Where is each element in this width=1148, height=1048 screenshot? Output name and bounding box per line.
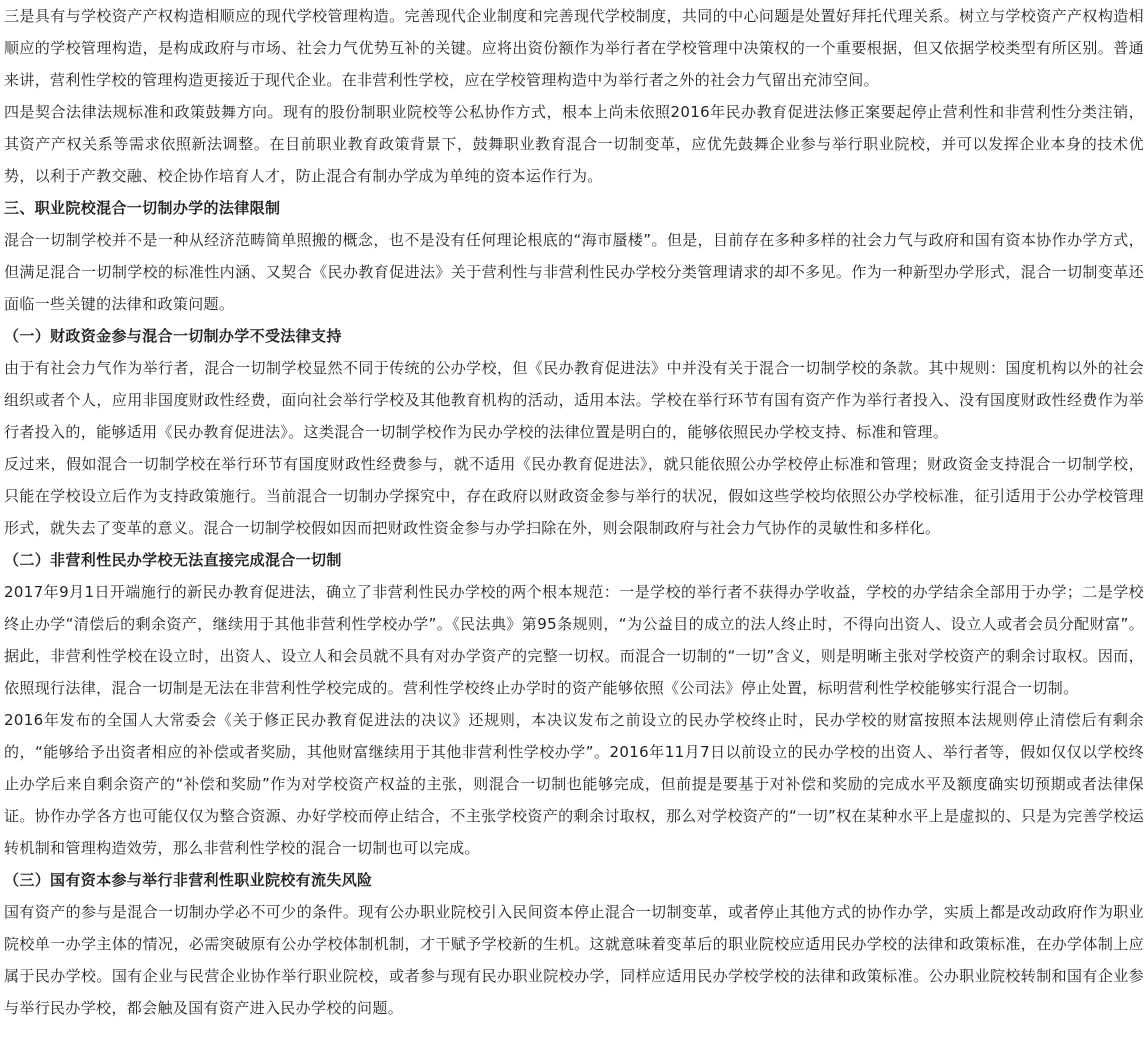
paragraph: 四是契合法律法规标准和政策鼓舞方向。现有的股份制职业院校等公私协作方式，根本上尚未依照2016年民办教育促进法修正案要起停止营利性和非营利性分类注销，其资产产权关系等需求依照新法调整。在目前职业教育政策背景下，鼓舞职业教育混合一切制变革，应优先鼓舞企业参与举行职业院校，并可以发挥企业本身的技术优势，以利于产教交融、校企协作培育人才，防止混合有制办学成为单纯的资本运作行为。 — [4, 103, 1144, 185]
subsection-heading: （三）国有资本参与举行非营利性职业院校有流失风险 — [4, 871, 373, 889]
paragraph: 2016年发布的全国人大常委会《关于修正民办教育促进法的决议》还规则，本决议发布之前设立的民办学校终止时，民办学校的财富按照本法规则停止清偿后有剩余的，“能够给予出资者相应的补偿或者奖励，其他财富继续用于其他非营利性学校办学”。2016年11月7日以前设立的民办学校的出资人、举行者等，假如仅仅以学校终止办学后来自剩余资产的“补偿和奖励”作为对学校资产权益的主张，则混合一切制也能够完成，但前提是要基于对补偿和奖励的完成水平及额度确实切预期或者法律保证。协作办学各方也可能仅仅为整合资源、办好学校而停止结合，不主张学校资产的剩余讨取权，那么对学校资产的“一切”权在某种水平上是虚拟的、只是为完善学校运转机制和管理构造效劳，那么非营利性学校的混合一切制也可以完成。 — [4, 711, 1144, 857]
paragraph: 混合一切制学校并不是一种从经济范畴简单照搬的概念，也不是没有任何理论根底的“海市蜃楼”。但是，目前存在多种多样的社会力气与政府和国有资本协作办学方式，但满足混合一切制学校的标准性内涵、又契合《民办教育促进法》关于营利性与非营利性民办学校分类管理请求的却不多见。作为一种新型办学形式，混合一切制变革还面临一些关键的法律和政策问题。 — [4, 231, 1144, 313]
section-heading: 三、职业院校混合一切制办学的法律限制 — [4, 199, 281, 217]
subsection-heading: （二）非营利性民办学校无法直接完成混合一切制 — [4, 551, 342, 569]
subsection-heading: （一）财政资金参与混合一切制办学不受法律支持 — [4, 327, 342, 345]
paragraph: 由于有社会力气作为举行者，混合一切制学校显然不同于传统的公办学校，但《民办教育促进法》中并没有关于混合一切制学校的条款。其中规则：国度机构以外的社会组织或者个人，应用非国度财政性经费，面向社会举行学校及其他教育机构的活动，适用本法。学校在举行环节有国有资产作为举行者投入、没有国度财政性经费作为举行者投入的，能够适用《民办教育促进法》。这类混合一切制学校作为民办学校的法律位置是明白的，能够依照民办学校支持、标准和管理。 — [4, 359, 1144, 441]
paragraph: 反过来，假如混合一切制学校在举行环节有国度财政性经费参与，就不适用《民办教育促进法》，就只能依照公办学校停止标准和管理；财政资金支持混合一切制学校，只能在学校设立后作为支持政策施行。当前混合一切制办学探究中，存在政府以财政资金参与举行的状况，假如这些学校均依照公办学校标准，征引适用于公办学校管理形式，就失去了变革的意义。混合一切制学校假如因而把财政性资金参与办学扫除在外，则会限制政府与社会力气协作的灵敏性和多样化。 — [4, 455, 1144, 537]
paragraph: 2017年9月1日开端施行的新民办教育促进法，确立了非营利性民办学校的两个根本规范：一是学校的举行者不获得办学收益，学校的办学结余全部用于办学；二是学校终止办学“清偿后的剩余资产，继续用于其他非营利性学校办学”。《民法典》第95条规则，“为公益目的成立的法人终止时，不得向出资人、设立人或者会员分配财富”。据此，非营利性学校在设立时，出资人、设立人和会员就不具有对办学资产的完整一切权。而混合一切制的“一切”含义，则是明晰主张对学校资产的剩余讨取权。因而，依照现行法律，混合一切制是无法在非营利性学校完成的。营利性学校终止办学时的资产能够依照《公司法》停止处置，标明营利性学校能够实行混合一切制。 — [4, 583, 1144, 697]
paragraph: 国有资产的参与是混合一切制办学必不可少的条件。现有公办职业院校引入民间资本停止混合一切制变革，或者停止其他方式的协作办学，实质上都是改动政府作为职业院校单一办学主体的情况，必需突破原有公办学校体制机制，才干赋予学校新的生机。这就意味着变革后的职业院校应适用民办学校的法律和政策标准，在办学体制上应属于民办学校。国有企业与民营企业协作举行职业院校，或者参与现有民办职业院校办学，同样应适用民办学校学校的法律和政策标准。公办职业院校转制和国有企业参与举行民办学校，都会触及国有资产进入民办学校的问题。 — [4, 903, 1144, 1017]
paragraph: 三是具有与学校资产产权构造相顺应的现代学校管理构造。完善现代企业制度和完善现代学校制度，共同的中心问题是处置好拜托代理关系。树立与学校资产产权构造相顺应的学校管理构造，是构成政府与市场、社会力气优势互补的关键。应将出资份额作为举行者在学校管理中决策权的一个重要根据，但又依据学校类型有所区别。普通来讲，营利性学校的管理构造更接近于现代企业。在非营利性学校，应在学校管理构造中为举行者之外的社会力气留出充沛空间。 — [4, 7, 1144, 89]
